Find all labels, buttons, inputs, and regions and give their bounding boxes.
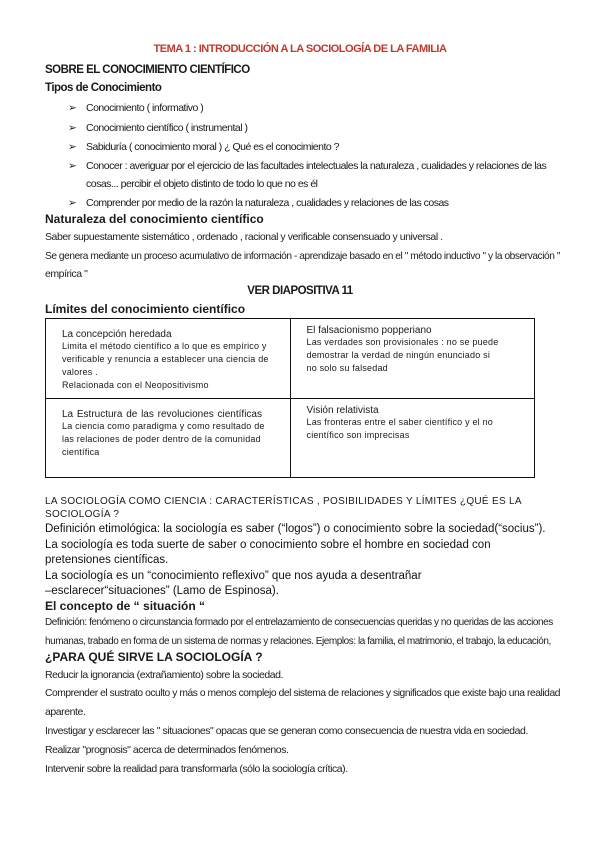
table-cell [290, 399, 535, 478]
paragraph-line: Comprender el sustrato oculto y más o menos complejo del sistema de relaciones y significados que existe bajo una realidad [45, 687, 560, 699]
paragraph-line: humanas, trabado en forma de un sistema de normas y relaciones. Ejemplos: la familia, el matrimonio, el trabajo, la educación, [45, 636, 551, 647]
paragraph-line: Se genera mediante un proceso acumulativo de información - aprendizaje basado en el " método inductivo " y la observación " [45, 250, 560, 262]
heading-sociologia-line1: LA SOCIOLOGÍA COMO CIENCIA : CARACTERÍSTICAS , POSIBILIDADES Y LÍMITES ¿QUÉ ES LA [45, 496, 522, 507]
cell-text: verificable y renuncia a establecer una ciencia de [62, 354, 269, 364]
paragraph-line: Realizar "prognosis" acerca de determinados fenómenos. [45, 744, 289, 756]
paragraph-line: La sociología es un “conocimiento reflexivo” que nos ayuda a desentrañar [45, 570, 422, 582]
heading-para-que: ¿PARA QUÉ SIRVE LA SOCIOLOGÍA ? [45, 650, 263, 664]
list-item: ➢ Conocer : averiguar por el ejercicio de las facultades intelectuales la naturaleza , cualidades y relaciones de las [68, 160, 547, 172]
paragraph-line: Reducir la ignorancia (extrañamiento) sobre la sociedad. [45, 669, 284, 681]
arrow-bullet-icon: ➢ [68, 141, 77, 153]
arrow-bullet-icon: ➢ [68, 102, 77, 114]
heading-sociologia-line2: SOCIOLOGÍA ? [45, 509, 120, 520]
arrow-bullet-icon: ➢ [68, 160, 77, 172]
table-cell [290, 319, 535, 399]
section-heading-conocimiento: SOBRE EL CONOCIMIENTO CIENTÍFICO [45, 64, 250, 76]
cell-text: demostrar la verdad de ningún enunciado si [306, 350, 491, 360]
paragraph-line: Investigar y esclarecer las " situaciones" opacas que se generan como consecuencia de nuestra vida en sociedad. [45, 725, 528, 737]
cell-title: La Estructura de las revoluciones científicas [62, 409, 262, 420]
cell-title: La concepción heredada [62, 329, 172, 340]
cell-text: Limita el método científico a lo que es empírico y [62, 341, 267, 351]
document-title: TEMA 1 : INTRODUCCIÓN A LA SOCIOLOGÍA DE LA FAMILIA [153, 43, 447, 55]
arrow-bullet-icon: ➢ [68, 122, 77, 134]
cell-title: El falsacionismo popperiano [306, 325, 432, 336]
arrow-bullet-icon: ➢ [68, 197, 77, 209]
cell-title: Visión relativista [306, 405, 379, 416]
cell-text: científica [62, 447, 100, 457]
paragraph-line: pretensiones científicas. [45, 554, 169, 566]
list-item-continuation: cosas... percibir el objeto distinto de todo lo que no es él [86, 178, 318, 190]
cell-text: Las fronteras entre el saber científico y el no [306, 417, 493, 427]
cell-text: La ciencia como paradigma y como resultado de [62, 421, 265, 431]
subheading-tipos: Tipos de Conocimiento [45, 82, 162, 94]
cell-text: Relacionada con el Neopositivismo [62, 380, 209, 390]
list-item: ➢ Conocimiento ( informativo ) [68, 102, 204, 114]
paragraph-line: Definición etimológica: la sociología es saber (“logos”) o conocimiento sobre la sociedad(“socius”). [45, 523, 546, 535]
cell-text: valores . [62, 367, 98, 377]
cell-text: no solo su falsedad [306, 363, 388, 373]
heading-naturaleza: Naturaleza del conocimiento científico [45, 212, 264, 226]
table-cell [46, 399, 291, 478]
paragraph-line: empírica " [45, 268, 88, 280]
table-cell [46, 319, 291, 399]
list-item: ➢ Sabiduría ( conocimiento moral ) ¿ Qué es el conocimiento ? [68, 141, 339, 153]
slide-reference: VER DIAPOSITIVA 11 [247, 285, 353, 297]
paragraph-line: –esclarecer“situaciones” (Lamo de Espinosa). [45, 585, 279, 597]
limits-table [45, 318, 535, 478]
list-item: ➢ Conocimiento científico ( instrumental ) [68, 122, 248, 134]
paragraph-line: La sociología es toda suerte de saber o conocimiento sobre el hombre en sociedad con [45, 539, 491, 551]
heading-situacion: El concepto de “ situación “ [45, 599, 206, 613]
paragraph-line: aparente. [45, 706, 86, 718]
list-item: ➢ Comprender por medio de la razón la naturaleza , cualidades y relaciones de las cosas [68, 197, 449, 209]
cell-text: científico son imprecisas [306, 430, 410, 440]
cell-text: las relaciones de poder dentro de la comunidad [62, 434, 261, 444]
cell-text: Las verdades son provisionales : no se puede [306, 337, 499, 347]
paragraph-line: Intervenir sobre la realidad para transformarla (sólo la sociología crítica). [45, 763, 348, 775]
heading-limites: Límites del conocimiento científico [45, 302, 246, 316]
paragraph-line: Definición: fenómeno o circunstancia formado por el entrelazamiento de consecuencias queridas y no queridas de las acciones [45, 617, 553, 628]
paragraph-line: Saber supuestamente sistemático , ordenado , racional y verificable consensuado y universal . [45, 231, 443, 243]
